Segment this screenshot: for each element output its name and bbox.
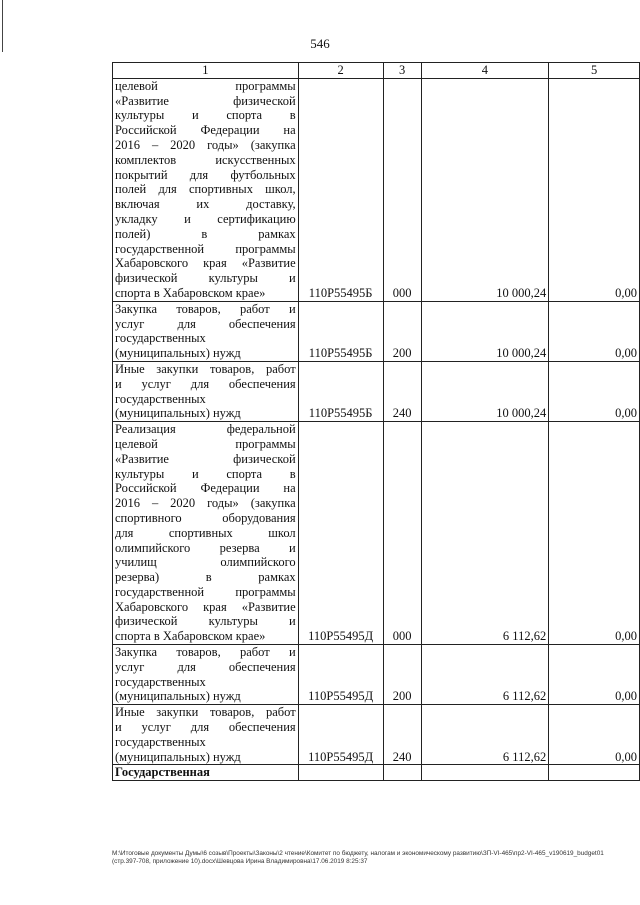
amount-secondary-value: 0,00	[549, 422, 640, 645]
description-line: и услуг для обеспечения	[115, 720, 296, 735]
description-line: государственной программы	[115, 241, 296, 256]
column-header: 5	[549, 63, 640, 79]
target-article-code: 110Р55495Б	[298, 361, 383, 421]
expense-type-code: 000	[383, 422, 421, 645]
document-footer-path: M:\Итоговые документы Думы\6 созыв\Проекты\Законы\2 чтение\Комитет по бюджету, налогам и экономическому развитию\ЗП-VI-465\пр2-VI-465_v190619_budget01 (стр.397-708, приложение 10).docx\Шевцова Ирина Владимировна\17.06.2019 8:25:37	[112, 850, 604, 865]
table-row	[113, 705, 640, 765]
description-line: Закупка товаров, работ и	[115, 301, 296, 316]
description-line: (муниципальных) нужд	[115, 749, 241, 764]
expense-type-code: 200	[383, 645, 421, 705]
description-line: Государственная	[115, 765, 210, 780]
description-line: Хабаровского края «Развитие	[115, 599, 296, 614]
amount-secondary-value: 0,00	[549, 301, 640, 361]
amount-secondary-value: 0,00	[549, 705, 640, 765]
expense-type-code: 000	[383, 78, 421, 301]
description-line: Закупка товаров, работ и	[115, 645, 296, 660]
description-line: резерва) в рамках	[115, 570, 296, 585]
amount-value: 10 000,24	[421, 301, 549, 361]
description-line: услуг для обеспечения	[115, 316, 296, 331]
description-line: укладку и сертификацию	[115, 211, 296, 226]
column-header: 1	[113, 63, 299, 79]
description-line: полей для спортивных школ,	[115, 182, 296, 197]
row-description	[113, 361, 299, 421]
description-line: государственной программы	[115, 584, 296, 599]
description-line: спорта в Хабаровском крае»	[115, 629, 266, 644]
amount-value: 6 112,62	[421, 645, 549, 705]
description-line: целевой программы	[115, 436, 296, 451]
description-line: «Развитие физической	[115, 451, 296, 466]
description-line: услуг для обеспечения	[115, 659, 296, 674]
description-line: государственных	[115, 391, 206, 406]
table-row	[113, 361, 640, 421]
description-line: Хабаровского края «Развитие	[115, 256, 296, 271]
description-line: целевой программы	[115, 78, 296, 93]
description-line: и услуг для обеспечения	[115, 376, 296, 391]
description-line: государственных	[115, 674, 206, 689]
row-description	[113, 705, 299, 765]
description-line: для спортивных школ	[115, 525, 296, 540]
amount-secondary-value: 0,00	[549, 645, 640, 705]
description-line: «Развитие физической	[115, 93, 296, 108]
description-line: (муниципальных) нужд	[115, 406, 241, 421]
page-number: 546	[310, 36, 330, 51]
description-line: спортивного оборудования	[115, 510, 296, 525]
description-line: спорта в Хабаровском крае»	[115, 285, 266, 300]
table-row	[113, 765, 640, 781]
description-line: 2016 – 2020 годы» (закупка	[115, 496, 296, 511]
description-line: покрытий для футбольных	[115, 167, 296, 182]
description-line: Российской Федерации на	[115, 481, 296, 496]
description-line: государственных	[115, 331, 206, 346]
row-description	[113, 422, 299, 645]
row-description	[113, 765, 299, 781]
description-line: физической культуры и	[115, 271, 296, 286]
expense-type-code: 200	[383, 301, 421, 361]
amount-value: 6 112,62	[421, 705, 549, 765]
table-row	[113, 78, 640, 301]
description-line: культуры и спорта в	[115, 466, 296, 481]
description-line: олимпийского резерва и	[115, 540, 296, 555]
description-line: училищ олимпийского	[115, 555, 296, 570]
target-article-code: 110Р55495Д	[298, 705, 383, 765]
column-header: 4	[421, 63, 549, 79]
column-header: 3	[383, 63, 421, 79]
column-header: 2	[298, 63, 383, 79]
description-line: полей) в рамках	[115, 226, 296, 241]
target-article-code: 110Р55495Б	[298, 301, 383, 361]
description-line: (муниципальных) нужд	[115, 346, 241, 361]
amount-secondary-value: 0,00	[549, 78, 640, 301]
amount-secondary-value: 0,00	[549, 361, 640, 421]
target-article-code: 110Р55495Д	[298, 645, 383, 705]
row-description	[113, 301, 299, 361]
description-line: Иные закупки товаров, работ	[115, 705, 296, 720]
target-article-code	[298, 765, 383, 781]
description-line: Иные закупки товаров, работ	[115, 361, 296, 376]
table-header-row	[113, 63, 640, 79]
description-line: Реализация федеральной	[115, 422, 296, 437]
amount-value: 10 000,24	[421, 78, 549, 301]
table-row	[113, 645, 640, 705]
description-line: культуры и спорта в	[115, 108, 296, 123]
amount-value: 6 112,62	[421, 422, 549, 645]
expense-type-code: 240	[383, 705, 421, 765]
expense-type-code: 240	[383, 361, 421, 421]
row-description	[113, 78, 299, 301]
description-line: Российской Федерации на	[115, 123, 296, 138]
description-line: включая их доставку,	[115, 197, 296, 212]
target-article-code: 110Р55495Б	[298, 78, 383, 301]
table-row	[113, 301, 640, 361]
amount-value	[421, 765, 549, 781]
description-line: 2016 – 2020 годы» (закупка	[115, 137, 296, 152]
description-line: (муниципальных) нужд	[115, 689, 241, 704]
amount-value: 10 000,24	[421, 361, 549, 421]
table-row	[113, 422, 640, 645]
description-line: государственных	[115, 734, 206, 749]
expense-type-code	[383, 765, 421, 781]
description-line: комплектов искусственных	[115, 152, 296, 167]
target-article-code: 110Р55495Д	[298, 422, 383, 645]
description-line: физической культуры и	[115, 614, 296, 629]
budget-table	[112, 62, 640, 781]
row-description	[113, 645, 299, 705]
amount-secondary-value	[549, 765, 640, 781]
